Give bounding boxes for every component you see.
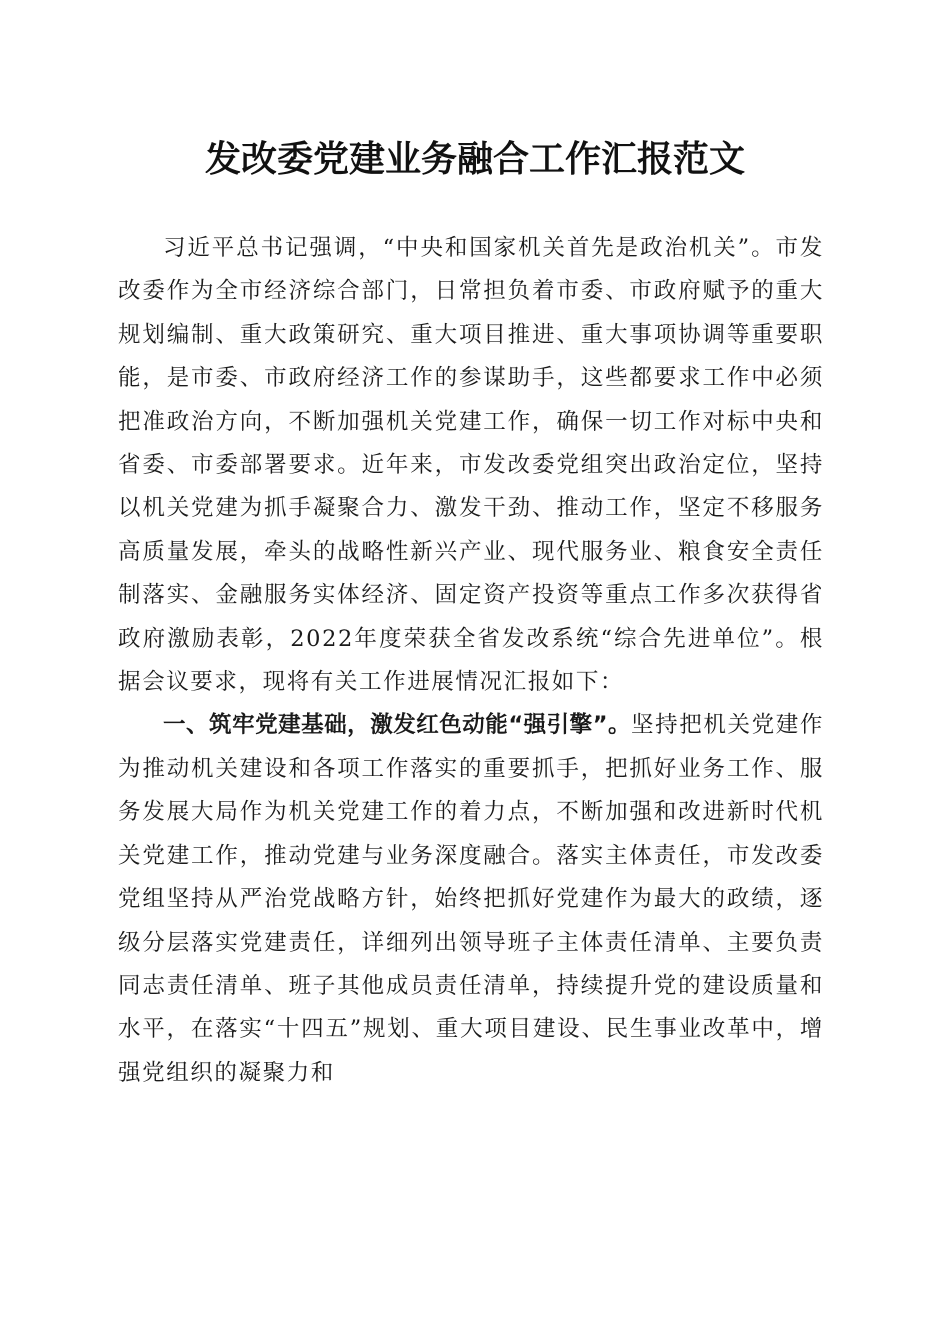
page-title: 发改委党建业务融合工作汇报范文 — [204, 138, 745, 180]
paragraph-section-1 — [118, 704, 824, 1095]
section-heading: 一、筑牢党建基础，激发红色动能“强引擎”。 — [163, 712, 632, 739]
paragraph-text: 坚持把机关党建作为推动机关建设和各项工作落实的重要抓手，把抓好业务工作、服务发展大局作为机关党建工作的着力点，不断加强和改进新时代机关党建工作，推动党建与业务深度融合。落实主体责任，市发改委党组坚持从严治党战略方针，始终把抓好党建作为最大的政绩，逐级分层落实党建责任，详细列出领导班子主体责任清单、主要负责同志责任清单、班子其他成员责任清单，持续提升党的建设质量和水平，在落实“十四五”规划、重大项目建设、民生事业改革中，增强党组织的凝聚力和 — [118, 712, 824, 1086]
paragraph-text: 习近平总书记强调，“中央和国家机关首先是政治机关”。市发改委作为全市经济综合部门，日常担负着市委、市政府赋予的重大规划编制、重大政策研究、重大项目推进、重大事项协调等重要职能，是市委、市政府经济工作的参谋助手，这些都要求工作中必须把准政治方向，不断加强机关党建工作，确保一切工作对标中央和省委、市委部署要求。近年来，市发改委党组突出政治定位，坚持以机关党建为抓手凝聚合力、激发干劲、推动工作，坚定不移服务高质量发展，牵头的战略性新兴产业、现代服务业、粮食安全责任制落实、金融服务实体经济、固定资产投资等重点工作多次获得省政府激励表彰，2022年度荣获全省发改系统“综合先进单位”。根据会议要求，现将有关工作进展情况汇报如下： — [118, 235, 824, 696]
paragraph-intro — [118, 227, 824, 704]
document-body — [118, 227, 824, 1095]
